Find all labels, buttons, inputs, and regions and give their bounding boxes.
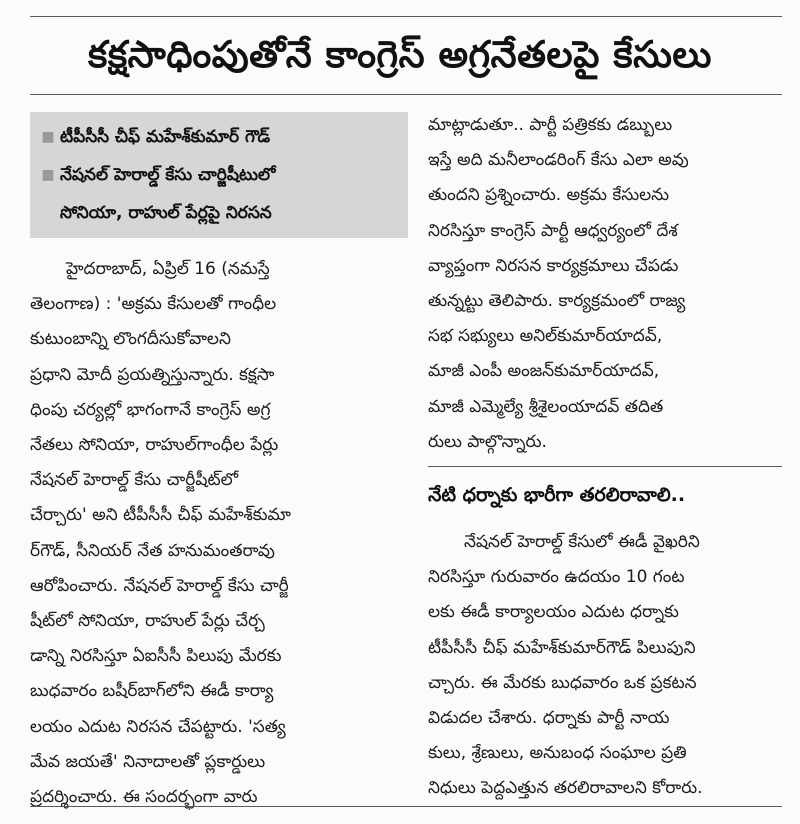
bullet-icon: ■ <box>41 167 55 183</box>
body-line: నేషనల్ హెరాల్డ్ కేసులో ఈడీ వైఖరిని <box>464 532 700 553</box>
body-line: చేర్చారు' అని టీపీసీసీ చీఫ్ మహేశ్‌కుమా <box>30 505 291 526</box>
body-line: నిధులు పెద్దఎత్తున తరలిరావాలని కోరారు. <box>428 778 703 799</box>
left-body <box>30 252 408 815</box>
bottom-rule <box>30 806 782 807</box>
body-line: నిరసిస్తూ గురువారం ఉదయం 10 గంట <box>428 567 685 588</box>
body-line: మాట్లాడుతూ.. పార్టీ పత్రికకు డబ్బులు <box>428 115 673 135</box>
body-line: విడుదల చేశారు. ధర్నాకు పార్టీ నాయ <box>428 708 670 729</box>
body-line: తుందని ప్రశ్నించారు. అక్రమ కేసులను <box>428 185 669 206</box>
highlights-box <box>30 112 408 238</box>
highlight-text: టీపీసీసీ చీఫ్ మహేశ్‌కుమార్ గౌడ్ <box>60 127 271 147</box>
body-line: ప్రధాని మోదీ ప్రయత్నిస్తున్నారు. కక్షసా <box>30 364 275 385</box>
highlight-text-continued: సోనియా, రాహుల్ పేర్లపై నిరసన <box>60 203 272 223</box>
left-column <box>30 112 408 815</box>
body-line: హైదరాబాద్, ఏప్రిల్ 16 (నమస్తే <box>66 259 270 279</box>
body-line: లయం ఎదుట నిరసన చేపట్టారు. 'సత్య <box>30 716 286 737</box>
body-line: మాజీ ఎంపీ అంజన్‌కుమార్‌యాదవ్, <box>428 361 660 382</box>
headline: కక్షసాధింపుతోనే కాంగ్రెస్ అగ్రనేతలపై కేసులు <box>88 33 712 76</box>
body-line: షీట్‌లో సోనియా, రాహుల్ పేర్లు చేర్చ <box>30 611 265 632</box>
body-line: సభ సభ్యులు అనిల్‌కుమార్‌యాదవ్, <box>428 326 663 347</box>
body-line: తెలంగాణ) : 'అక్రమ కేసులతో గాంధీల <box>30 294 277 315</box>
body-line: మాజీ ఎమ్మెల్యే శ్రీశైలంయాదవ్ తదిత <box>428 396 664 417</box>
body-line: వ్యాప్తంగా నిరసన కార్యక్రమాలు చేపడు <box>428 255 679 276</box>
body-line: ఇస్తే అది మనీలాండరింగ్ కేసు ఎలా అవు <box>428 150 689 171</box>
right-body-bottom <box>428 525 782 807</box>
body-line: నిరసిస్తూ కాంగ్రెస్ పార్టీ ఆధ్వర్యంలో దేశ <box>428 220 678 241</box>
highlight-item <box>36 118 400 156</box>
right-column <box>428 108 782 807</box>
highlight-item <box>36 156 400 194</box>
section-rule <box>428 466 782 467</box>
body-line: ఆరోపించారు. నేషనల్ హెరాల్డ్ కేసు చార్జీ <box>30 575 289 596</box>
headline-rule <box>30 94 782 95</box>
body-line: డాన్ని నిరసిస్తూ ఏఐసీసీ పిలుపు మేరకు <box>30 646 282 667</box>
body-line: కుటుంబాన్ని లొంగదీసుకోవాలని <box>30 329 231 350</box>
subheading: నేటి ధర్నాకు భారీగా తరలిరావాలి.. <box>428 484 686 507</box>
body-line: నేషనల్ హెరాల్డ్ కేసు చార్జీషీట్‌లో <box>30 470 239 491</box>
right-body-top <box>428 108 782 460</box>
body-line: ప్రదర్శించారు. ఈ సందర్భంగా వారు <box>30 787 258 808</box>
body-line: ర్‌గౌడ్, సీనియర్ నేత హనుమంతరావు <box>30 540 275 561</box>
top-rule <box>30 16 782 17</box>
body-line: మేవ జయతే' నినాదాలతో ప్లకార్డులు <box>30 751 266 772</box>
body-line: కులు, శ్రేణులు, అనుబంధ సంఘాల ప్రతి <box>428 743 687 764</box>
body-line: చ్చారు. ఈ మేరకు బుధవారం ఒక ప్రకటన <box>428 672 697 693</box>
body-line: తున్నట్టు తెలిపారు. కార్యక్రమంలో రాజ్య <box>428 291 686 312</box>
highlight-text: నేషనల్ హెరాల్డ్ కేసు చార్జిషీటులో <box>60 165 276 185</box>
body-line: ధింపు చర్యల్లో భాగంగానే కాంగ్రెస్ అగ్ర <box>30 399 271 420</box>
body-line: బుధవారం బషీర్‌బాగ్‌లోని ఈడీ కార్యా <box>30 681 274 702</box>
body-line: రులు పాల్గొన్నారు. <box>428 431 547 452</box>
body-line: టీపీసీసీ చీఫ్ మహేశ్‌కుమార్‌గౌడ్ పిలుపుని <box>428 637 696 658</box>
body-line: లకు ఈడీ కార్యాలయం ఎదుట ధర్నాకు <box>428 602 679 623</box>
body-line: నేతలు సోనియా, రాహుల్‌గాంధీల పేర్లు <box>30 435 279 456</box>
bullet-icon: ■ <box>41 129 55 145</box>
